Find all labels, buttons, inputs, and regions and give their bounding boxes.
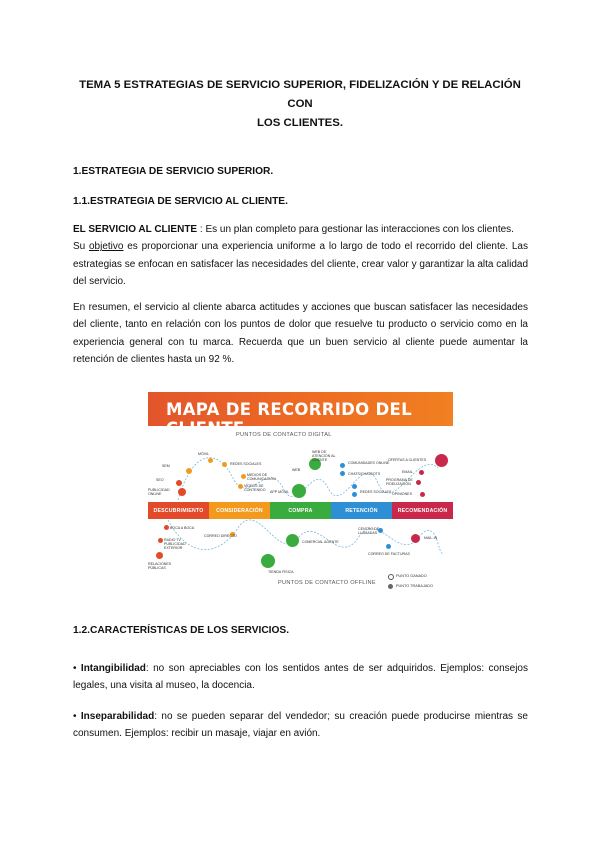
node-relaciones-publicas: RELACIONES PÚBLICAS [148,562,172,570]
node-web: WEB [292,468,301,472]
legend-punto-trabajado: PUNTO TRABAJADO [396,584,433,588]
node-tienda-fisica: TIENDA FÍSICA [268,570,294,574]
node-medios: MEDIOS DE COMUNICACIÓN [247,473,276,481]
dot-radio-tv [158,538,163,543]
bullet-label-intangibilidad: Intangibilidad [80,663,146,674]
dot-relaciones-publicas [156,552,163,559]
dot-seo [176,480,182,486]
title-line-1: TEMA 5 ESTRATEGIAS DE SERVICIO SUPERIOR, FIDELIZACIÓN Y DE RELACIÓN CON [79,79,521,110]
definition-text: : Es un plan completo para gestionar las interacciones con los clientes. [197,224,514,235]
node-opiniones: OPINIONES [392,492,412,496]
node-sem: SEM [162,464,170,468]
dot-redes-sociales [222,462,227,467]
node-boca-a-boca: BOCA A BOCA [170,526,195,530]
dot-comercial [286,534,299,547]
bullet-inseparabilidad [73,708,528,743]
bullet-intangibilidad [73,660,528,695]
node-email: EMAIL [402,470,413,474]
dot-email [419,470,424,475]
stage-compra: COMPRA [270,502,331,519]
node-comunidades: COMUNIDADES ONLINE [348,461,390,465]
customer-journey-infographic [148,388,453,598]
dot-correo-facturas [386,544,391,549]
objetivo-underlined: objetivo [89,241,124,253]
dot-mail-in [411,534,420,543]
node-fidelizacion: PROGRAMA DE FIDELIZACIÓN [386,478,413,486]
offline-touchpoints-label: PUNTOS DE CONTACTO OFFLINE [278,580,376,586]
su-text: Su [73,241,89,253]
bullet-marker-1: • [73,663,81,674]
stage-retencion: RETENCIÓN [331,502,392,519]
legend-dot-ganado [388,574,394,580]
stage-recomendacion: RECOMENDACIÓN [392,502,453,519]
journey-stages [148,502,453,519]
node-web-atencion: WEB DE ATENCIÓN AL CLIENTE [312,450,336,462]
dot-opiniones [420,492,425,497]
node-correo-directo: CORREO DIRECTO [204,534,237,538]
paragraph-servicio-cliente [73,221,528,291]
paragraph-resumen: En resumen, el servicio al cliente abarca actitudes y acciones que buscan satisfacer las necesidades del cliente, tanto en relación con los puntos de dolor que resuelve tu producto o servicio como en la experiencia general con tu marca. Recuerda que un buen servicio al cliente puede aumentar la retención de clientes hasta un 92 %. [73,302,528,366]
node-centro-llamadas: CENTRO DE LLAMADAS [358,527,380,535]
term-servicio-cliente: EL SERVICIO AL CLIENTE [73,224,198,235]
legend-dot-trabajado [388,584,393,589]
bullet-label-inseparabilidad: Inseparabilidad [80,711,155,722]
dot-comunidades [340,471,345,476]
dot-medios [241,474,246,479]
node-chats: CHATS/CHATBOTS [348,472,381,476]
node-seo: SEO [156,478,164,482]
node-app-movil: APP MÓVIL [270,490,290,494]
dot-movil [208,458,213,463]
objective-text: es proporcionar una experiencia uniforme a lo largo de todo el recorrido del cliente. Las estrategias se enfocan en satisfacer las necesidades del cliente, crear valor y garantizar la alta calidad del servicio. [73,241,528,288]
dot-fidelizacion [416,480,421,485]
dot-sem [186,468,192,474]
node-redes-sociales: REDES SOCIALES [230,462,262,466]
dot-ofertas [435,454,448,467]
stage-descubrimiento: DESCUBRIMIENTO [148,502,209,519]
page-title [70,76,530,133]
node-comercial: COMERCIAL AGENTE [302,540,339,544]
node-videos: VÍDEOS DE CONTENIDO [244,484,266,492]
dot-redes-sociales-2 [352,492,357,497]
title-line-2: LOS CLIENTES. [256,117,344,129]
node-mail-in: MAIL-IN [424,536,438,540]
dot-publicidad-online [178,488,186,496]
node-redes-sociales-2: REDES SOCIALES [360,490,392,494]
bullet-marker-2: • [73,711,81,722]
bullet-text-inseparabilidad: : no se pueden separar del vendedor; su creación puede producirse mientras se consumen. Ejemplos: recibir un masaje, viajar en avión. [73,711,528,740]
node-movil: MÓVIL [198,452,210,456]
section-heading-1-2: 1.2.CARACTERÍSTICAS DE LOS SERVICIOS. [73,625,290,636]
dot-tienda-fisica [261,554,275,568]
bullet-text-intangibilidad: : no son apreciables con los sentidos antes de ser adquiridos. Ejemplos: consejos legales, una visita al museo, la docencia. [73,663,528,692]
section-heading-1-1: 1.1.ESTRATEGIA DE SERVICIO AL CLIENTE. [73,196,288,207]
stage-consideracion: CONSIDERACIÓN [209,502,270,519]
dot-boca-a-boca [164,525,169,530]
node-radio-tv: RADIO TV PUBLICIDAD EXTERIOR [164,538,186,550]
section-heading-1: 1.ESTRATEGIA DE SERVICIO SUPERIOR. [73,166,274,177]
dot-videos [238,484,243,489]
dot-app-movil [292,484,306,498]
legend-punto-ganado: PUNTO GANADO [396,574,427,578]
digital-touchpoints-label: PUNTOS DE CONTACTO DIGITAL [236,432,332,438]
dot-chats [352,484,357,489]
dot-web-atencion [340,463,345,468]
infographic-title: MAPA DE RECORRIDO DEL CLIENTE [166,400,412,438]
node-correo-facturas: CORREO DE FACTURAS [368,552,410,556]
node-ofertas: OFERTAS A CLIENTES [388,458,427,462]
node-publicidad-online: PUBLICIDAD ONLINE [148,488,170,496]
